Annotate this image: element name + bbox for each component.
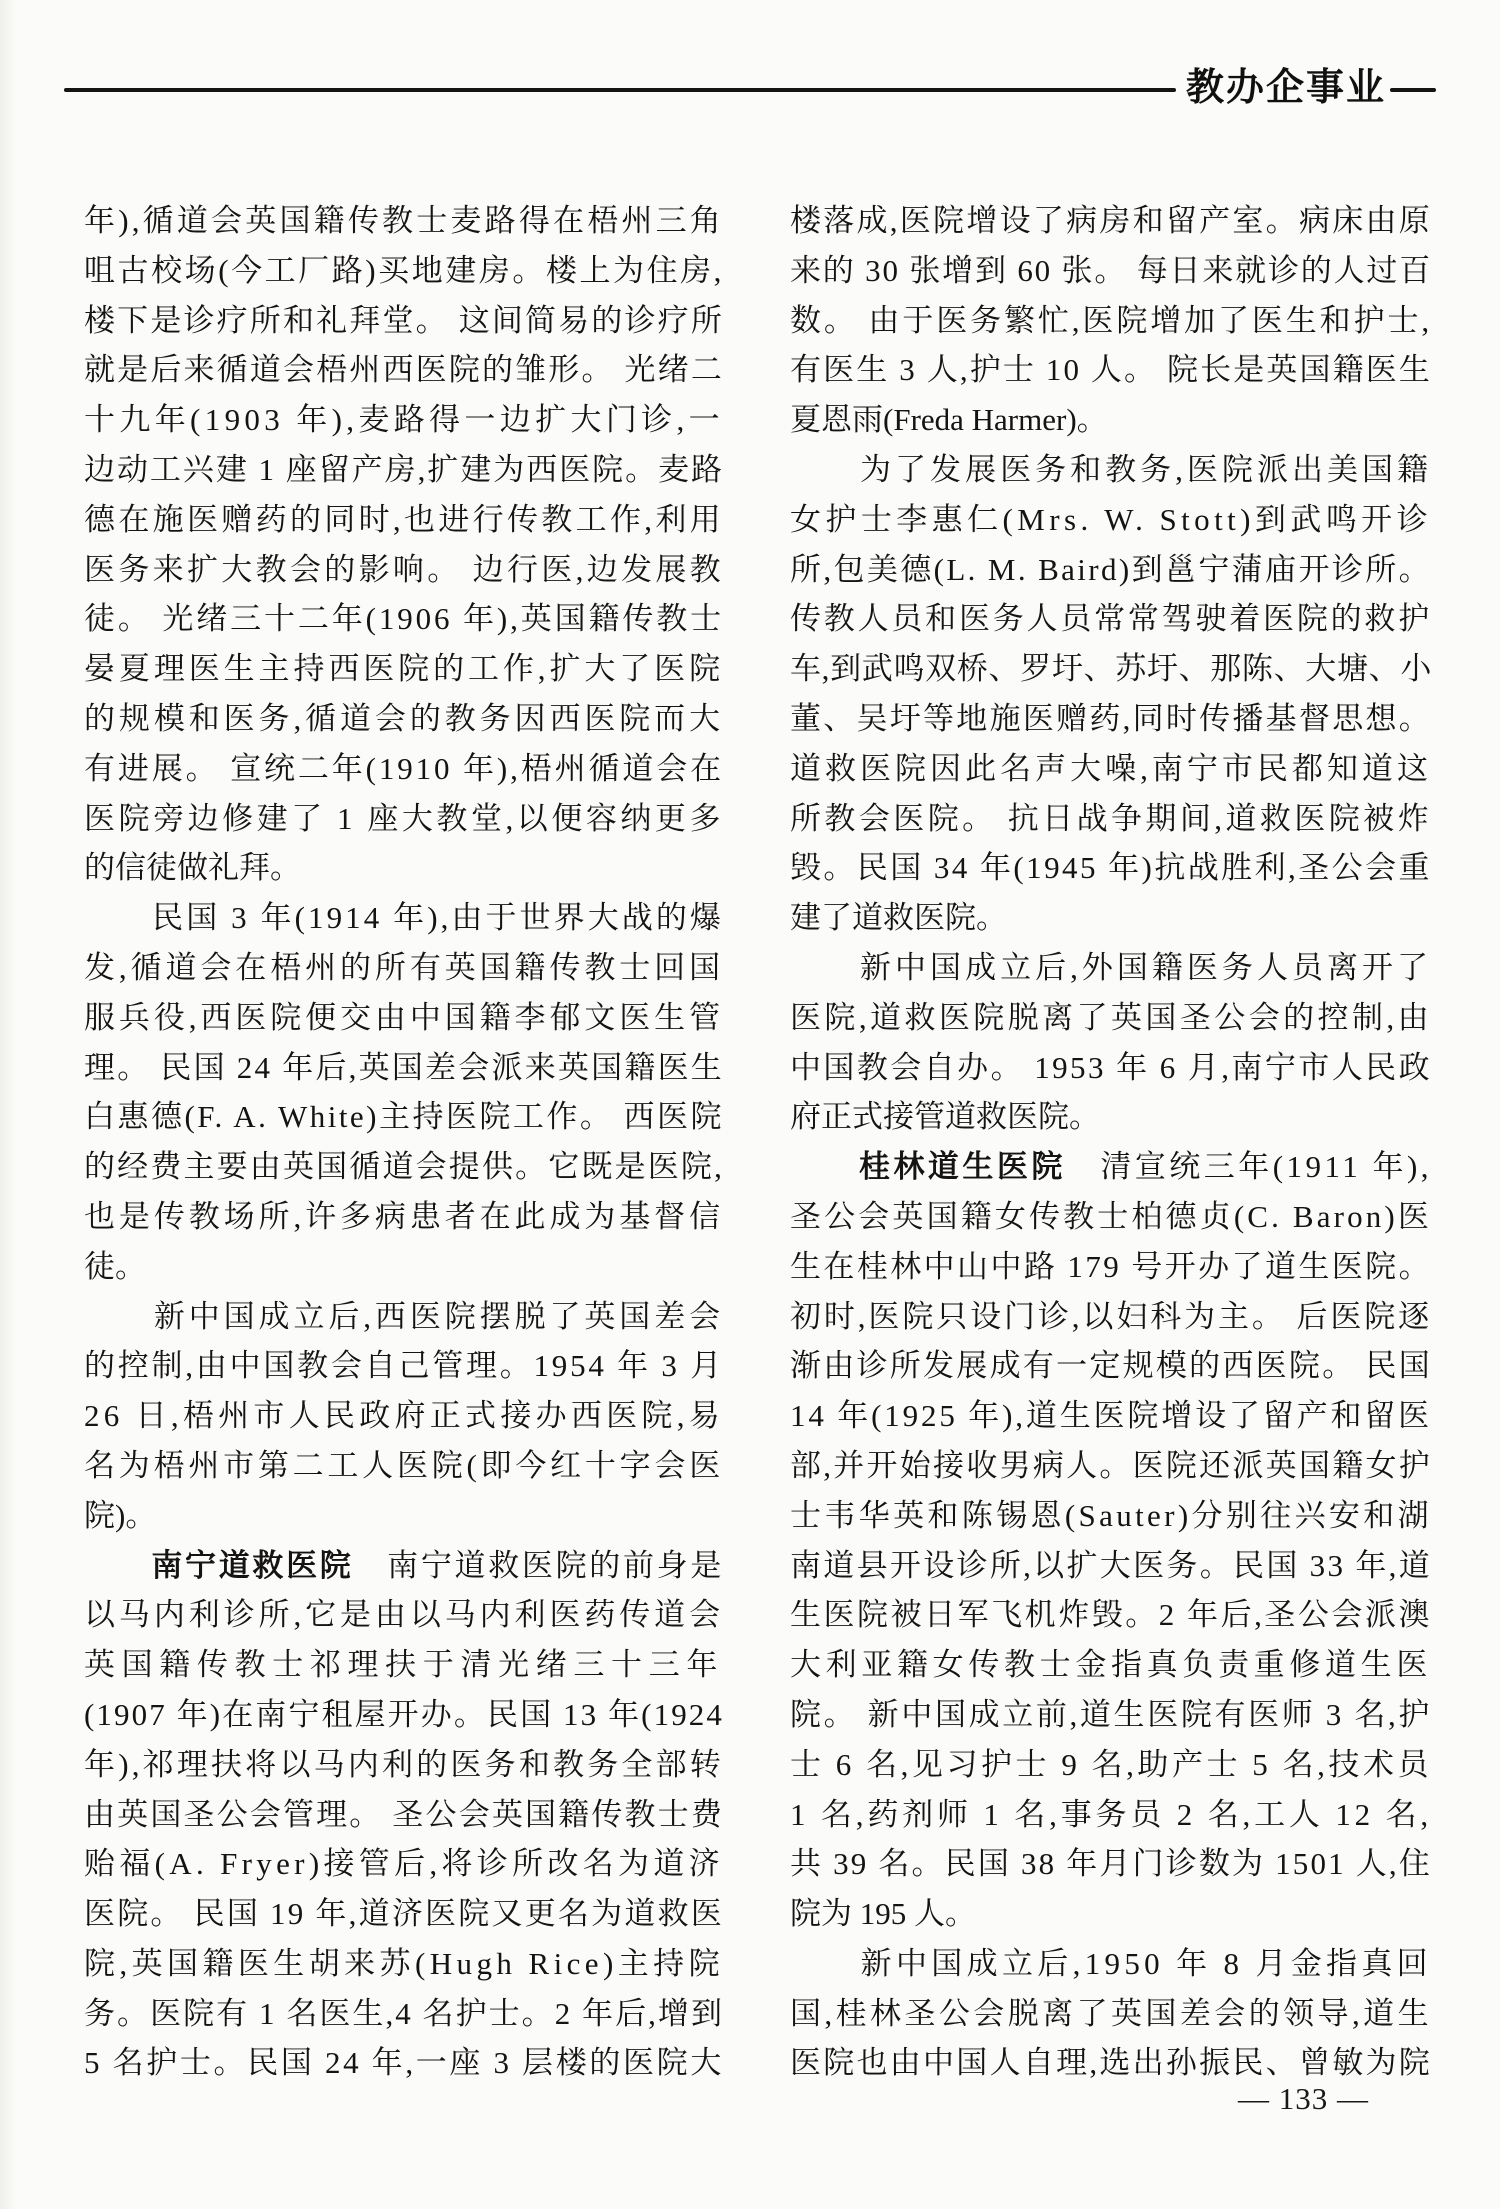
text-line: 所,包美德(L. M. Baird)到邕宁蒲庙开诊所。 [790,551,1432,587]
text-line: 理。 民国 24 年后,英国差会派来英国籍医生 [84,1049,724,1085]
text-line: 董、吴圩等地施医赠药,同时传播基督思想。 [790,700,1432,736]
text-line: 为了发展医务和教务,医院派出美国籍 [860,451,1433,487]
text-line: 年),祁理扶将以马内利的医务和教务全部转 [84,1746,724,1782]
text-line: 大利亚籍女传教士金指真负责重修道生医 [790,1647,1432,1683]
text-line: 贻福(A. Fryer)接管后,将诊所改名为道济 [84,1846,724,1882]
text-line: 咀古校场(今工厂路)买地建房。楼上为住房, [84,252,724,288]
text-line: 务。医院有 1 名医生,4 名护士。2 年后,增到 [84,1995,724,2031]
text-line: 服兵役,西医院便交由中国籍李郁文医生管 [84,999,724,1035]
text-line: 26 日,梧州市人民政府正式接办西医院,易 [84,1398,724,1434]
left-column [84,196,724,2088]
text-line: 南道县开设诊所,以扩大医务。民国 33 年,道 [790,1547,1432,1583]
text-line: 民国 3 年(1914 年),由于世界大战的爆 [152,900,724,936]
text-line: 中国教会自办。 1953 年 6 月,南宁市人民政 [790,1049,1432,1085]
text-line: 生医院被日军飞机炸毁。2 年后,圣公会派澳 [790,1597,1432,1633]
page-number: — 133 — [1238,2081,1369,2116]
text-line: (1907 年)在南宁租屋开办。民国 13 年(1924 [84,1696,724,1732]
text-line: 士 6 名,见习护士 9 名,助产士 5 名,技术员 [790,1746,1432,1782]
text-line: 的信徒做礼拜。 [84,850,301,886]
text-line: 医院。 民国 19 年,道济医院又更名为道救医 [84,1896,724,1932]
text-line: 建了道救医院。 [790,900,1007,936]
entry-heading: 南宁道救医院 [151,1547,354,1583]
text-line: 所教会医院。 抗日战争期间,道救医院被炸 [790,800,1432,836]
text-line: 来的 30 张增到 60 张。 每日来就诊的人过百 [790,252,1432,288]
text-line: 名为梧州市第二工人医院(即今红十字会医 [84,1447,724,1483]
text-line: 传教人员和医务人员常常驾驶着医院的救护 [790,601,1432,637]
text-line: 医务来扩大教会的影响。 边行医,边发展教 [84,551,724,587]
text-line: 圣公会英国籍女传教士柏德贞(C. Baron)医 [790,1198,1432,1234]
text-line: 毁。民国 34 年(1945 年)抗战胜利,圣公会重 [790,850,1432,886]
text-line: 发,循道会在梧州的所有英国籍传教士回国 [84,949,724,985]
text-line: 车,到武鸣双桥、罗圩、苏圩、那陈、大塘、小 [790,651,1432,687]
text-line: 新中国成立后,1950 年 8 月金指真回 [860,1945,1433,1981]
text-line: 由英国圣公会管理。 圣公会英国籍传教士费 [84,1796,724,1832]
text-line: 14 年(1925 年),道生医院增设了留产和留医 [790,1398,1432,1434]
text-line: 渐由诊所发展成有一定规模的西医院。 民国 [790,1348,1432,1384]
text-line: 的规模和医务,循道会的教务因西医院而大 [84,700,724,736]
text-line: 部,并开始接收男病人。医院还派英国籍女护 [790,1447,1432,1483]
text-line: 楼下是诊疗所和礼拜堂。 这间简易的诊疗所 [84,302,724,338]
text-line: 英国籍传教士祁理扶于清光绪三十三年 [84,1647,724,1683]
text-line: 白惠德(F. A. White)主持医院工作。 西医院 [84,1099,724,1135]
text-line: 初时,医院只设门诊,以妇科为主。 后医院逐 [790,1298,1432,1334]
text-line: 府正式接管道救医院。 [790,1099,1100,1135]
text-line: 徒。 光绪三十二年(1906 年),英国籍传教士 [84,601,724,637]
text-line: 徒。 [84,1248,146,1284]
text-line: 女护士李惠仁(Mrs. W. Stott)到武鸣开诊 [790,501,1432,537]
text-line: 的控制,由中国教会自己管理。1954 年 3 月 [84,1348,724,1384]
text-line: 南宁道救医院 南宁道救医院的前身是 [151,1547,725,1583]
text-line: 1 名,药剂师 1 名,事务员 2 名,工人 12 名, [790,1796,1432,1832]
text-line: 士韦华英和陈锡恩(Sauter)分别往兴安和湖 [790,1497,1432,1533]
text-line: 医院,道救医院脱离了英国圣公会的控制,由 [790,999,1432,1035]
text-line: 就是后来循道会梧州西医院的雏形。 光绪二 [84,352,724,388]
text-line: 有医生 3 人,护士 10 人。 院长是英国籍医生 [790,352,1432,388]
text-line: 十九年(1903 年),麦路得一边扩大门诊,一 [84,402,724,438]
right-column [790,196,1432,2088]
text-line: 晏夏理医生主持西医院的工作,扩大了医院 [84,651,724,687]
header-title: 教办企事业 [1186,67,1387,109]
entry-heading: 桂林道生医院 [858,1149,1066,1185]
text-line: 年),循道会英国籍传教士麦路得在梧州三角 [84,203,724,238]
text-line: 医院也由中国人自理,选出孙振民、曾敏为院 [790,2045,1432,2081]
text-line: 共 39 名。民国 38 年月门诊数为 1501 人,住 [790,1846,1432,1882]
header-rule [64,88,1176,92]
text-line: 国,桂林圣公会脱离了英国差会的领导,道生 [790,1995,1432,2031]
text-line: 院为 195 人。 [790,1896,976,1932]
text-line: 院,英国籍医生胡来苏(Hugh Rice)主持院 [84,1945,724,1981]
text-line: 医院旁边修建了 1 座大教堂,以便容纳更多 [84,800,724,836]
text-line: 院)。 [84,1497,157,1533]
text-line: 也是传教场所,许多病患者在此成为基督信 [84,1198,724,1234]
text-line: 以马内利诊所,它是由以马内利医药传道会 [84,1597,724,1633]
text-line: 生在桂林中山中路 179 号开办了道生医院。 [790,1248,1432,1284]
text-line: 楼落成,医院增设了病房和留产室。病床由原 [790,203,1432,238]
text-line: 院。 新中国成立前,道生医院有医师 3 名,护 [790,1696,1432,1732]
text-line: 夏恩雨(Freda Harmer)。 [790,402,1108,438]
text-line: 数。 由于医务繁忙,医院增加了医生和护士, [790,302,1432,338]
text-line: 边动工兴建 1 座留产房,扩建为西医院。麦路 [84,451,724,487]
text-line: 新中国成立后,外国籍医务人员离开了 [860,949,1433,985]
text-line: 新中国成立后,西医院摆脱了英国差会 [153,1298,725,1334]
text-line: 有进展。 宣统二年(1910 年),梧州循道会在 [84,750,724,786]
text-line: 德在施医赠药的同时,也进行传教工作,利用 [84,501,724,537]
text-line: 5 名护士。民国 24 年,一座 3 层楼的医院大 [84,2045,724,2081]
text-line: 道救医院因此名声大噪,南宁市民都知道这 [790,750,1432,786]
text-line: 桂林道生医院 清宣统三年(1911 年), [858,1149,1433,1185]
header-dash [1390,88,1436,92]
text-line: 的经费主要由英国循道会提供。它既是医院, [84,1149,724,1185]
